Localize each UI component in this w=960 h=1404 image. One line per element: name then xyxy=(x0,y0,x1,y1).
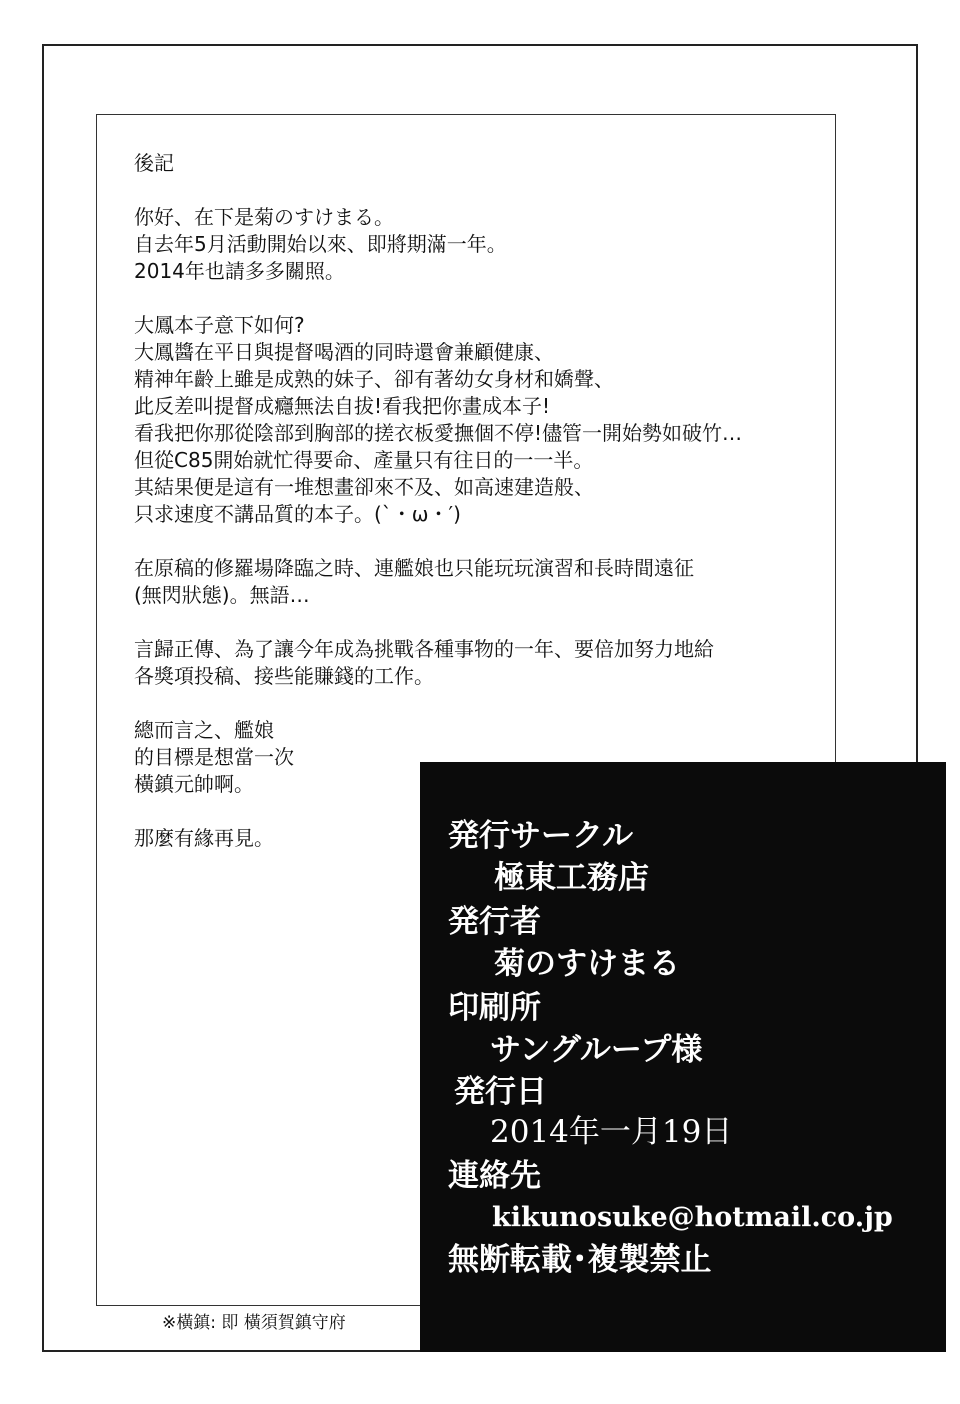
afterword-line: 看我把你那從陰部到胸部的搓衣板愛撫個不停!儘管一開始勢如破竹… xyxy=(134,421,743,445)
colophon-printer-label: 印刷所 xyxy=(448,990,541,1026)
afterword-line: 在原稿的修羅場降臨之時、連艦娘也只能玩玩演習和長時間遠征 xyxy=(134,556,694,580)
colophon-notice: 無断転載･複製禁止 xyxy=(448,1242,712,1278)
afterword-line: 但從C85開始就忙得要命、產量只有往日的一一半。 xyxy=(134,448,594,472)
paragraph-gap xyxy=(134,528,824,555)
colophon-panel xyxy=(420,762,946,1352)
colophon-contact-label: 連絡先 xyxy=(448,1158,541,1194)
afterword-title: 後記 xyxy=(134,151,174,175)
colophon-circle-value: 極東工務店 xyxy=(494,860,649,896)
afterword-line: 大鳳本子意下如何? xyxy=(134,313,305,337)
colophon-printer-value: サングループ様 xyxy=(490,1032,703,1068)
paragraph-gap xyxy=(134,690,824,717)
afterword-line: 此反差叫提督成癮無法自拔!看我把你畫成本子! xyxy=(134,394,551,418)
colophon-date-value: 2014年一月19日 xyxy=(490,1114,733,1150)
afterword-line: 大鳳醬在平日與提督喝酒的同時還會兼顧健康、 xyxy=(134,340,554,364)
afterword-line: 的目標是想當一次 xyxy=(134,745,294,769)
colophon-publisher-value: 菊のすけまる xyxy=(494,946,680,982)
colophon-date-label: 発行日 xyxy=(454,1074,547,1110)
paragraph-gap xyxy=(134,609,824,636)
afterword-line: 2014年也請多多關照。 xyxy=(134,259,345,283)
afterword-line: 自去年5月活動開始以來、即將期滿一年。 xyxy=(134,232,507,256)
afterword-line: 各獎項投稿、接些能賺錢的工作。 xyxy=(134,664,434,688)
colophon-circle-label: 発行サークル xyxy=(448,818,634,854)
afterword-line: 橫鎮元帥啊。 xyxy=(134,772,254,796)
afterword-line: 那麼有緣再見。 xyxy=(134,826,274,850)
afterword-text-block xyxy=(134,150,824,852)
afterword-line: 言歸正傳、為了讓今年成為挑戰各種事物的一年、要倍加努力地給 xyxy=(134,637,714,661)
afterword-line: 你好、在下是菊のすけまる。 xyxy=(134,205,394,229)
afterword-line: 總而言之、艦娘 xyxy=(134,718,274,742)
colophon-publisher-label: 発行者 xyxy=(448,904,541,940)
afterword-line: (無閃狀態)。無語… xyxy=(134,583,310,607)
afterword-line: 精神年齡上雖是成熟的妹子、卻有著幼女身材和嬌聲、 xyxy=(134,367,614,391)
colophon-contact-value: kikunosuke@hotmail.co.jp xyxy=(492,1202,893,1233)
footnote: ※橫鎮: 即 橫須賀鎮守府 xyxy=(162,1313,346,1333)
paragraph-gap xyxy=(134,285,824,312)
afterword-line: 只求速度不講品質的本子。(`・ω・′) xyxy=(134,502,461,526)
afterword-line: 其結果便是這有一堆想畫卻來不及、如高速建造般、 xyxy=(134,475,594,499)
paragraph-gap xyxy=(134,177,824,204)
